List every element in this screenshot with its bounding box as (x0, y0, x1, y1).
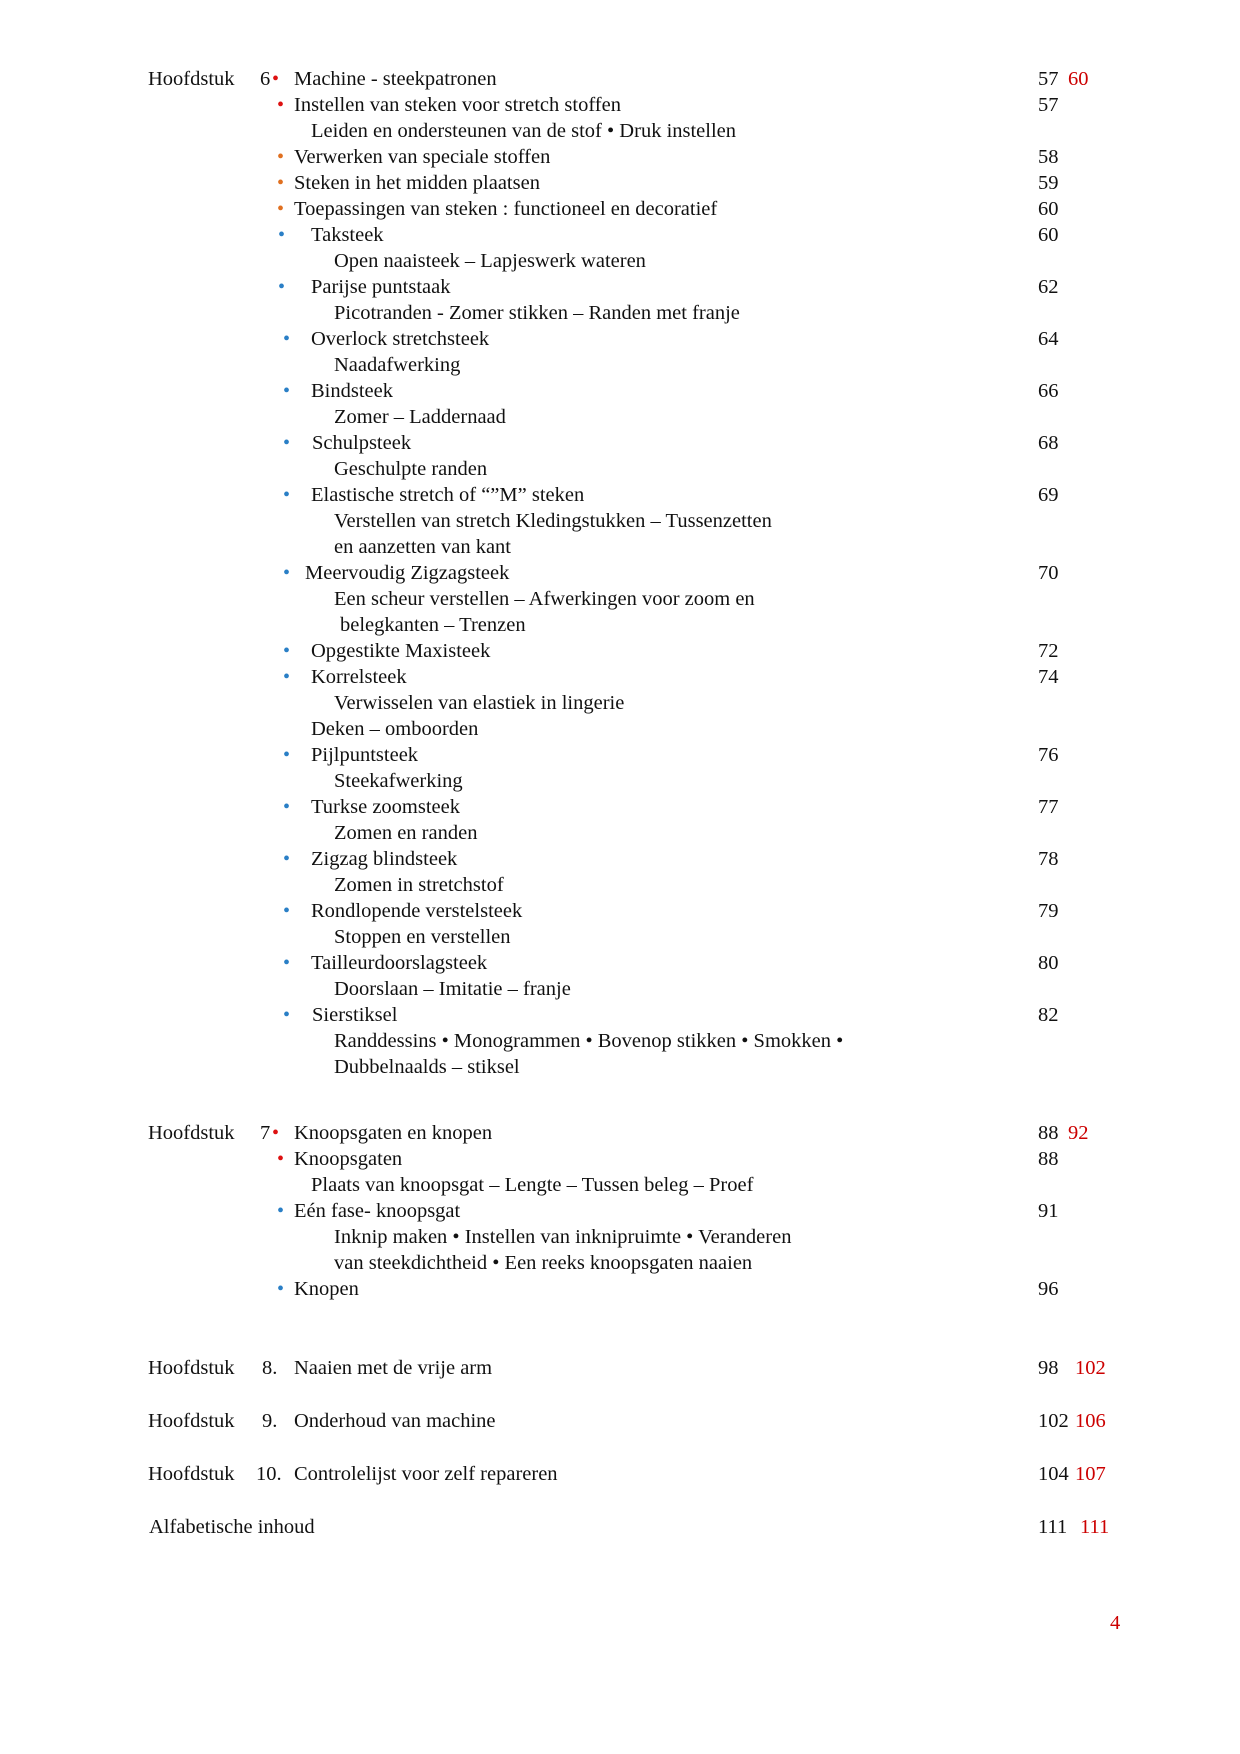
index-page: 111 (1038, 1516, 1068, 1538)
entry-page: 62 (1038, 276, 1059, 298)
entry-title: Zigzag blindsteek (311, 848, 458, 870)
entry-bullet: • (283, 1004, 291, 1026)
subentry-text: Randdessins • Monogrammen • Bovenop stikken • Smokken • (334, 1030, 844, 1052)
chapter-page-red: 102 (1075, 1357, 1106, 1379)
chapter-title: Knoopsgaten en knopen (294, 1122, 493, 1144)
page-number: 4 (1110, 1612, 1121, 1634)
entry-page: 76 (1038, 744, 1059, 766)
subentry-text: Naadafwerking (334, 354, 461, 376)
entry-bullet: • (283, 952, 291, 974)
entry-title: Turkse zoomsteek (311, 796, 460, 818)
subentry-text: Steekafwerking (334, 770, 463, 792)
entry-bullet: • (278, 276, 286, 298)
entry-title: Verwerken van speciale stoffen (294, 146, 551, 168)
entry-bullet: • (277, 146, 285, 168)
entry-title: Instellen van steken voor stretch stoffen (294, 94, 621, 116)
entry-title: Meervoudig Zigzagsteek (305, 562, 510, 584)
entry-page: 58 (1038, 146, 1059, 168)
chapter-page: 88 (1038, 1122, 1059, 1144)
chapter-number: 9. (262, 1410, 278, 1432)
entry-bullet: • (283, 848, 291, 870)
entry-title: Knopen (294, 1278, 359, 1300)
entry-bullet: • (283, 796, 291, 818)
entry-title: Opgestikte Maxisteek (311, 640, 491, 662)
chapter-page-red: 60 (1068, 68, 1089, 90)
subentry-text: Zomen en randen (334, 822, 478, 844)
entry-title: Tailleurdoorslagsteek (311, 952, 488, 974)
entry-bullet: • (283, 744, 291, 766)
chapter-page: 98 (1038, 1357, 1059, 1379)
index-title: Alfabetische inhoud (149, 1516, 315, 1538)
entry-title: Steken in het midden plaatsen (294, 172, 540, 194)
subentry-text: Deken – omboorden (311, 718, 479, 740)
entry-title: Eén fase- knoopsgat (294, 1200, 461, 1222)
entry-bullet: • (277, 1148, 285, 1170)
entry-page: 66 (1038, 380, 1059, 402)
entry-bullet: • (283, 640, 291, 662)
chapter-number: 7 (260, 1122, 271, 1144)
chapter-title: Naaien met de vrije arm (294, 1357, 493, 1379)
entry-title: Schulpsteek (312, 432, 412, 454)
chapter-title: Machine - steekpatronen (294, 68, 497, 90)
subentry-text: Inknip maken • Instellen van inknipruimte • Veranderen (334, 1226, 792, 1248)
entry-page: 59 (1038, 172, 1059, 194)
entry-page: 80 (1038, 952, 1059, 974)
entry-page: 88 (1038, 1148, 1059, 1170)
chapter-page-red: 107 (1075, 1463, 1106, 1485)
entry-page: 96 (1038, 1278, 1059, 1300)
entry-bullet: • (283, 432, 291, 454)
subentry-text: Picotranden - Zomer stikken – Randen met franje (334, 302, 740, 324)
entry-page: 72 (1038, 640, 1059, 662)
chapter-page: 57 (1038, 68, 1059, 90)
subentry-text: Open naaisteek – Lapjeswerk wateren (334, 250, 646, 272)
entry-bullet: • (283, 666, 291, 688)
chapter-page: 102 (1038, 1410, 1069, 1432)
entry-page: 77 (1038, 796, 1059, 818)
entry-title: Parijse puntstaak (311, 276, 451, 298)
subentry-text: Een scheur verstellen – Afwerkingen voor zoom en (334, 588, 755, 610)
entry-title: Korrelsteek (311, 666, 407, 688)
chapter-page-red: 106 (1075, 1410, 1106, 1432)
subentry-text: Verwisselen van elastiek in lingerie (334, 692, 625, 714)
entry-page: 57 (1038, 94, 1059, 116)
entry-title: Pijlpuntsteek (311, 744, 419, 766)
entry-page: 60 (1038, 224, 1059, 246)
subentry-text: Dubbelnaalds – stiksel (334, 1056, 520, 1078)
entry-title: Elastische stretch of “”M” steken (311, 484, 585, 506)
entry-bullet: • (278, 224, 286, 246)
entry-title: Overlock stretchsteek (311, 328, 490, 350)
entry-page: 68 (1038, 432, 1059, 454)
entry-bullet: • (283, 328, 291, 350)
entry-title: Taksteek (311, 224, 384, 246)
entry-bullet: • (283, 380, 291, 402)
entry-bullet: • (277, 1200, 285, 1222)
chapter-bullet: • (272, 68, 280, 90)
entry-title: Sierstiksel (312, 1004, 398, 1026)
entry-bullet: • (277, 1278, 285, 1300)
chapter-bullet: • (272, 1122, 280, 1144)
subentry-text: van steekdichtheid • Een reeks knoopsgaten naaien (334, 1252, 753, 1274)
subentry-text: Doorslaan – Imitatie – franje (334, 978, 571, 1000)
chapter-page-red: 92 (1068, 1122, 1089, 1144)
chapter-label: Hoofdstuk (148, 1357, 235, 1379)
entry-title: Knoopsgaten (294, 1148, 403, 1170)
subentry-text: en aanzetten van kant (334, 536, 512, 558)
subentry-text: Leiden en ondersteunen van de stof • Druk instellen (311, 120, 737, 142)
entry-page: 79 (1038, 900, 1059, 922)
entry-bullet: • (283, 484, 291, 506)
chapter-number: 10. (256, 1463, 282, 1485)
entry-page: 78 (1038, 848, 1059, 870)
chapter-label: Hoofdstuk (148, 1122, 235, 1144)
entry-bullet: • (277, 94, 285, 116)
entry-bullet: • (283, 900, 291, 922)
entry-page: 69 (1038, 484, 1059, 506)
entry-page: 74 (1038, 666, 1059, 688)
chapter-title: Controlelijst voor zelf repareren (294, 1463, 558, 1485)
entry-title: Bindsteek (311, 380, 393, 402)
entry-page: 64 (1038, 328, 1059, 350)
subentry-text: Zomer – Laddernaad (334, 406, 506, 428)
chapter-label: Hoofdstuk (148, 68, 235, 90)
entry-bullet: • (277, 198, 285, 220)
subentry-text: Stoppen en verstellen (334, 926, 511, 948)
chapter-title: Onderhoud van machine (294, 1410, 496, 1432)
entry-page: 60 (1038, 198, 1059, 220)
chapter-label: Hoofdstuk (148, 1410, 235, 1432)
chapter-page: 104 (1038, 1463, 1069, 1485)
entry-page: 82 (1038, 1004, 1059, 1026)
subentry-text: Plaats van knoopsgat – Lengte – Tussen beleg – Proef (311, 1174, 754, 1196)
entry-title: Rondlopende verstelsteek (311, 900, 523, 922)
subentry-text: Zomen in stretchstof (334, 874, 504, 896)
subentry-text: Geschulpte randen (334, 458, 488, 480)
entry-page: 91 (1038, 1200, 1059, 1222)
subentry-text: belegkanten – Trenzen (340, 614, 526, 636)
chapter-number: 6 (260, 68, 271, 90)
entry-page: 70 (1038, 562, 1059, 584)
chapter-number: 8. (262, 1357, 278, 1379)
entry-bullet: • (277, 172, 285, 194)
index-page-red: 111 (1080, 1516, 1110, 1538)
entry-title: Toepassingen van steken : functioneel en decoratief (294, 198, 718, 220)
chapter-label: Hoofdstuk (148, 1463, 235, 1485)
entry-bullet: • (283, 562, 291, 584)
subentry-text: Verstellen van stretch Kledingstukken – Tussenzetten (334, 510, 772, 532)
